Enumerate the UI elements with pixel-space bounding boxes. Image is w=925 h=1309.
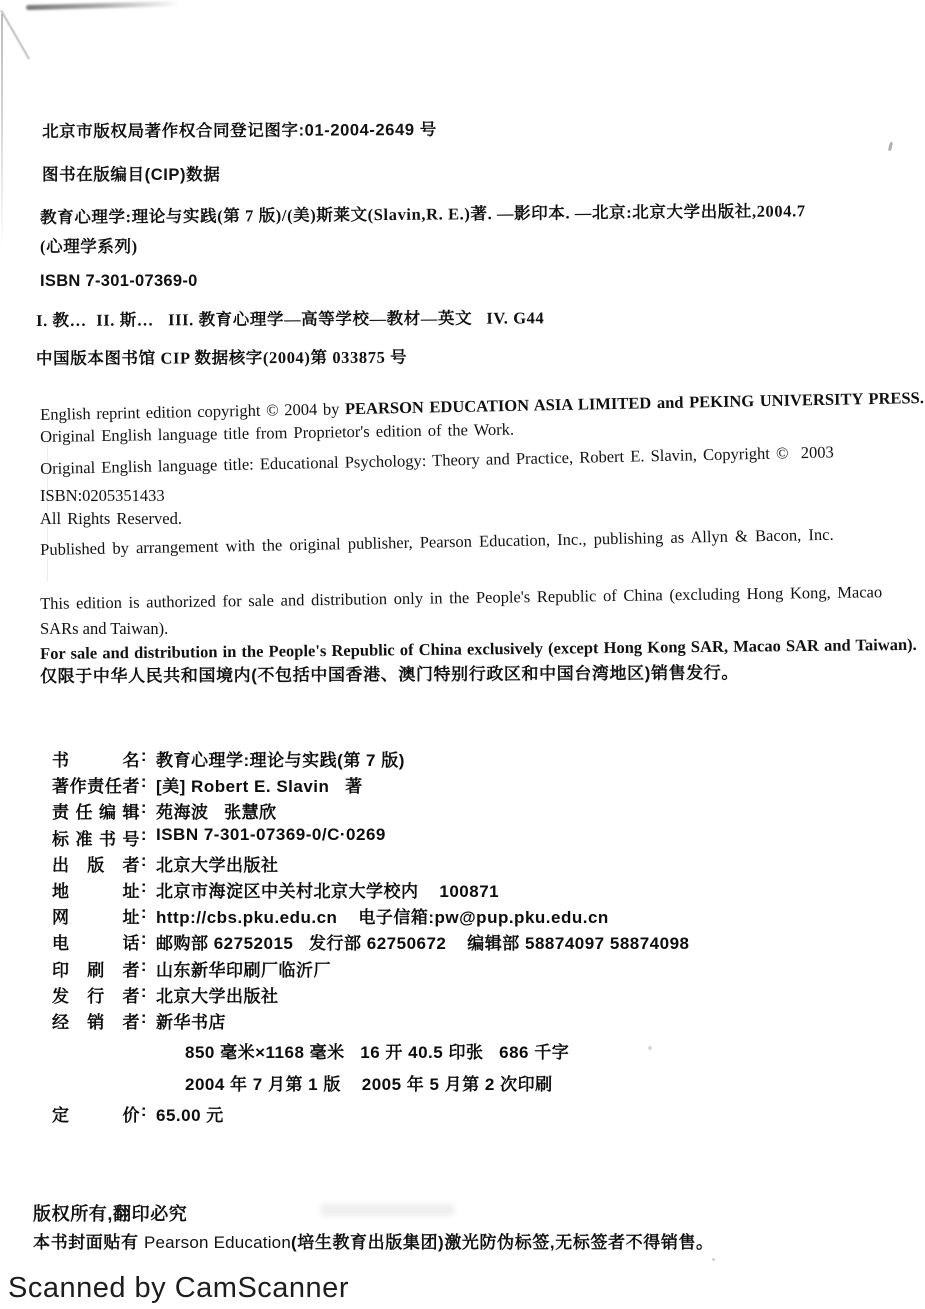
authorization-line-2: SARs and Taiwan).: [40, 619, 169, 638]
cip-record-number-line: 中国版本图书馆 CIP 数据核字(2004)第 033875 号: [36, 347, 408, 368]
colophon-row: [52, 1038, 862, 1064]
colophon-label-char: 号: [122, 829, 140, 849]
scan-speck: [712, 1258, 715, 1261]
colophon-label-char: 辑: [122, 803, 140, 823]
colophon-row: [52, 877, 862, 903]
colophon-label-char: 者: [122, 960, 140, 980]
colophon-label-char: 准: [75, 829, 93, 849]
colophon-label: [52, 956, 140, 981]
colophon-label-char: 责: [52, 803, 70, 823]
colophon-row: [52, 798, 862, 824]
colophon-value: 苑海波 张慧欣: [156, 803, 277, 823]
colophon-label: [52, 929, 140, 954]
authorization-line-1: This edition is authorized for sale and distribution only in the People's Republic of China (excluding Hong Kong, Macao: [40, 582, 883, 613]
colophon-value: 教育心理学:理论与实践(第 7 版): [156, 751, 405, 770]
colophon-label-char: 任: [104, 777, 123, 797]
colophon-label-char: 名: [122, 751, 140, 770]
colophon-row: [52, 851, 862, 877]
series-note: (心理学系列): [40, 237, 138, 256]
colophon-colon: :: [140, 903, 148, 923]
colophon-label-char: 话: [122, 934, 140, 954]
colophon-label-char: 著: [52, 777, 70, 797]
colophon-colon: :: [140, 955, 148, 975]
colophon-label-char: 书: [99, 829, 117, 849]
cip-data-header: 图书在版编目(CIP)数据: [42, 166, 221, 184]
colophon-label: [52, 1101, 140, 1126]
original-isbn-line: ISBN:0205351433: [40, 486, 165, 505]
colophon-label: [52, 982, 140, 1007]
copyright-notice-line: 版权所有,翻印必究: [33, 1204, 188, 1224]
colophon-label: [52, 746, 140, 771]
colophon-row: [52, 746, 862, 772]
colophon-label-char: 销: [87, 1012, 105, 1032]
colophon-value: 65.00 元: [156, 1106, 224, 1126]
colophon-label-char: 址: [122, 908, 140, 928]
all-rights-reserved-line: All Rights Reserved.: [40, 509, 182, 528]
reprint-prefix-text: English reprint edition copyright © 2004 by: [40, 399, 346, 424]
colophon-value: [美] Robert E. Slavin 著: [156, 777, 363, 797]
colophon-row: [52, 772, 862, 798]
colophon-colon: :: [140, 929, 148, 949]
colophon-colon: :: [140, 798, 148, 818]
colophon-value: 850 毫米×1168 毫米 16 开 40.5 印张 686 千字: [185, 1043, 570, 1063]
colophon-label-char: 网: [52, 908, 70, 928]
arrangement-line: Published by arrangement with the original publisher, Pearson Education, Inc., publishing as Allyn & Bacon, Inc.: [40, 524, 834, 559]
colophon-label-char: 书: [52, 751, 70, 770]
colophon-label-char: 作: [69, 777, 88, 797]
colophon-row: [52, 929, 862, 955]
colophon-label-char: 编: [99, 803, 117, 823]
colophon-value: ISBN 7-301-07369-0/C·0269: [156, 824, 386, 844]
copyright-registration-line: 北京市版权局著作权合同登记图字:01-2004-2649 号: [42, 120, 437, 141]
anti-piracy-brand-text: Pearson Education: [143, 1233, 291, 1252]
reprint-publishers-text: PEARSON EDUCATION ASIA LIMITED and PEKING UNIVERSITY PRESS.: [344, 388, 925, 419]
colophon-value: 2004 年 7 月第 1 版 2005 年 5 月第 2 次印刷: [185, 1075, 553, 1095]
colophon-label-char: 定: [52, 1106, 70, 1126]
colophon-label-char: 版: [87, 855, 105, 875]
colophon-label: [52, 798, 140, 823]
colophon-label-char: 发: [52, 986, 70, 1006]
cip-book-description: 教育心理学:理论与实践(第 7 版)/(美)斯莱文(Slavin,R. E.)著. —影印本. —北京:北京大学出版社,2004.7: [40, 201, 806, 227]
colophon-colon: :: [140, 1007, 148, 1027]
colophon-label-char: 址: [122, 881, 140, 901]
colophon-label-char: 电: [52, 934, 70, 954]
colophon-block: [52, 746, 862, 1128]
scan-corner-line: [1, 10, 30, 59]
colophon-row: [52, 1008, 862, 1034]
colophon-label: [52, 851, 140, 876]
colophon-label-char: 行: [87, 986, 105, 1006]
scan-speck: [888, 142, 893, 151]
colophon-row: [52, 903, 862, 929]
colophon-colon: :: [140, 981, 148, 1001]
colophon-label-char: 者: [122, 986, 140, 1006]
colophon-label-char: 地: [52, 881, 70, 901]
colophon-label-char: 刷: [87, 960, 105, 980]
colophon-label-char: 价: [122, 1106, 140, 1126]
cip-classification-line: I. 教… II. 斯… III. 教育心理学—高等学校—教材—英文 IV. G44: [36, 308, 545, 330]
colophon-colon: :: [140, 1101, 148, 1121]
original-title-line: Original English language title: Educational Psychology: Theory and Practice, Robert E. Slavin, Copyright © 2003: [40, 442, 834, 478]
colophon-value: 北京市海淀区中关村北京大学校内 100871: [156, 881, 500, 901]
colophon-row: [52, 956, 862, 982]
colophon-value: 北京大学出版社: [156, 855, 279, 875]
colophon-colon: :: [140, 772, 148, 792]
scan-ghost-mark: [320, 1204, 455, 1216]
colophon-label: [52, 772, 140, 797]
anti-piracy-line: [33, 1232, 714, 1253]
exclusive-sale-line-cn: 仅限于中华人民共和国境内(不包括中国香港、澳门特别行政区和中国台湾地区)销售发行。: [40, 663, 740, 686]
scan-left-edge-line: [1, 14, 3, 249]
colophon-colon: :: [140, 824, 148, 844]
colophon-row: [52, 982, 862, 1008]
colophon-label: [52, 877, 140, 902]
isbn-line: ISBN 7-301-07369-0: [40, 272, 198, 290]
colophon-value: 山东新华印刷厂临沂厂: [156, 960, 331, 980]
colophon-value: 新华书店: [156, 1012, 226, 1032]
anti-piracy-suffix-text: (培生教育出版集团)激光防伪标签,无标签者不得销售。: [291, 1233, 714, 1252]
colophon-label: [52, 825, 140, 850]
colophon-colon: :: [140, 746, 148, 765]
colophon-label: [52, 903, 140, 928]
colophon-label-char: 任: [75, 803, 93, 823]
proprietor-edition-line: Original English language title from Proprietor's edition of the Work.: [40, 419, 515, 446]
colophon-colon: :: [140, 850, 148, 870]
camscanner-watermark: Scanned by CamScanner: [8, 1272, 349, 1304]
colophon-label-char: 者: [122, 1012, 140, 1032]
colophon-label-char: 印: [52, 960, 70, 980]
colophon-label-char: 者: [122, 777, 140, 797]
colophon-label-char: 责: [87, 777, 105, 797]
colophon-label-char: 者: [122, 855, 140, 875]
colophon-value: http://cbs.pku.edu.cn 电子信箱:pw@pup.pku.edu.cn: [156, 908, 609, 928]
colophon-label-char: 出: [52, 855, 70, 875]
colophon-label: [52, 1008, 140, 1033]
exclusive-sale-line-en: For sale and distribution in the People's Republic of China exclusively (except Hong Kong SAR, Macao SAR and Taiwan).: [40, 634, 917, 663]
colophon-colon: :: [140, 876, 148, 896]
colophon-value: 北京大学出版社: [156, 986, 279, 1006]
colophon-label-char: 经: [52, 1012, 70, 1032]
colophon-row: [52, 1101, 862, 1127]
colophon-value: 邮购部 62752015 发行部 62750672 编辑部 58874097 58874098: [156, 934, 690, 954]
colophon-label-char: 标: [52, 829, 70, 849]
anti-piracy-prefix-text: 本书封面贴有: [33, 1233, 144, 1252]
scan-edge-smudge: [26, 1, 188, 10]
colophon-row: [52, 825, 862, 851]
colophon-row: [52, 1070, 862, 1096]
